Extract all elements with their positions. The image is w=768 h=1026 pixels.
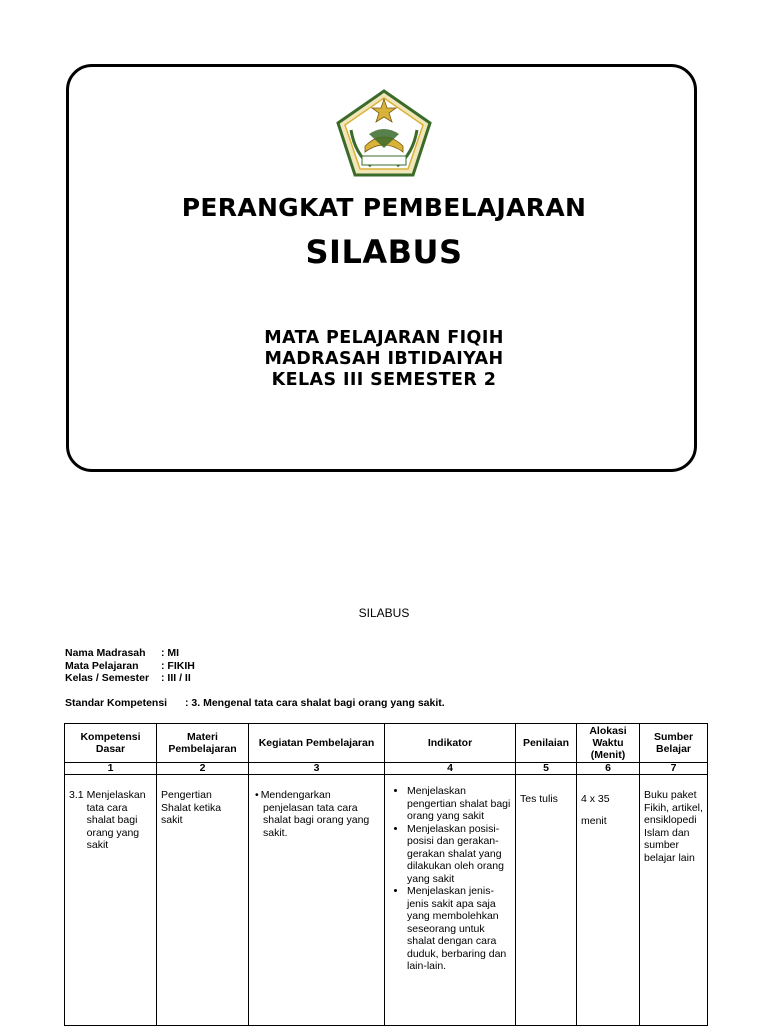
cell-kegiatan: [249, 775, 385, 1026]
header-sumber: Sumber Belajar: [640, 724, 708, 763]
cell-sumber: Buku paket Fikih, artikel, ensiklopedi Islam dan sumber belajar lain: [640, 775, 708, 1026]
column-number: 2: [157, 763, 249, 775]
kompetensi-text: Menjelaskan tata cara shalat bagi orang yang sakit: [86, 789, 146, 851]
column-number: 3: [249, 763, 385, 775]
column-number: 7: [640, 763, 708, 775]
cover-subtitle-silabus: SILABUS: [305, 233, 463, 271]
standar-kompetensi: Standar Kompetensi : 3. Mengenal tata cara shalat bagi orang yang sakit.: [65, 697, 445, 709]
kegiatan-item: • Mendengarkan penjelasan tata cara shalat bagi orang yang sakit.: [263, 789, 380, 839]
cover-school: MADRASAH IBTIDAIYAH: [264, 349, 504, 369]
meta-nama-madrasah: Nama Madrasah : MI: [65, 647, 180, 659]
kemenag-emblem: [335, 88, 433, 178]
column-number: 4: [385, 763, 516, 775]
meta-mata-pelajaran: Mata Pelajaran : FIKIH: [65, 660, 195, 672]
cell-kompetensi: [65, 775, 157, 1026]
column-number: 6: [577, 763, 640, 775]
alokasi-unit: menit: [581, 814, 607, 827]
column-number: 1: [65, 763, 157, 775]
meta-kelas-semester: Kelas / Semester : III / II: [65, 672, 191, 684]
header-materi: Materi Pembelajaran: [157, 724, 249, 763]
document-title: SILABUS: [358, 606, 410, 620]
silabus-table: [64, 723, 708, 1026]
table-row: [65, 775, 708, 1026]
header-kompetensi: Kompetensi Dasar: [65, 724, 157, 763]
column-number: 5: [516, 763, 577, 775]
cover-title: PERANGKAT PEMBELAJARAN: [181, 193, 587, 222]
alokasi-value: 4 x 35: [581, 793, 610, 805]
header-indikator: Indikator: [385, 724, 516, 763]
header-alokasi: Alokasi Waktu (Menit): [577, 724, 640, 763]
column-number-row: [65, 763, 708, 775]
cell-indikator: [385, 775, 516, 1026]
cover-class: KELAS III SEMESTER 2: [271, 370, 497, 390]
indikator-item: • Menjelaskan pengertian shalat bagi orang yang sakit: [407, 785, 511, 823]
cover-subject: MATA PELAJARAN FIQIH: [264, 328, 504, 348]
kompetensi-number: 3.1: [69, 789, 84, 801]
header-kegiatan: Kegiatan Pembelajaran: [249, 724, 385, 763]
indikator-item: • Menjelaskan jenis-jenis sakit apa saja yang membolehkan seseorang untuk shalat dengan cara duduk, berbaring dan lain-lain.: [407, 885, 511, 973]
table-header-row: [65, 724, 708, 763]
cell-penilaian: Tes tulis: [516, 775, 577, 1026]
cell-materi: Pengertian Shalat ketika sakit: [157, 775, 249, 1026]
cell-alokasi: [577, 775, 640, 1026]
indikator-item: • Menjelaskan posisi-posisi dan gerakan-gerakan shalat yang dilakukan oleh orang yang sakit: [407, 823, 511, 886]
header-penilaian: Penilaian: [516, 724, 577, 763]
